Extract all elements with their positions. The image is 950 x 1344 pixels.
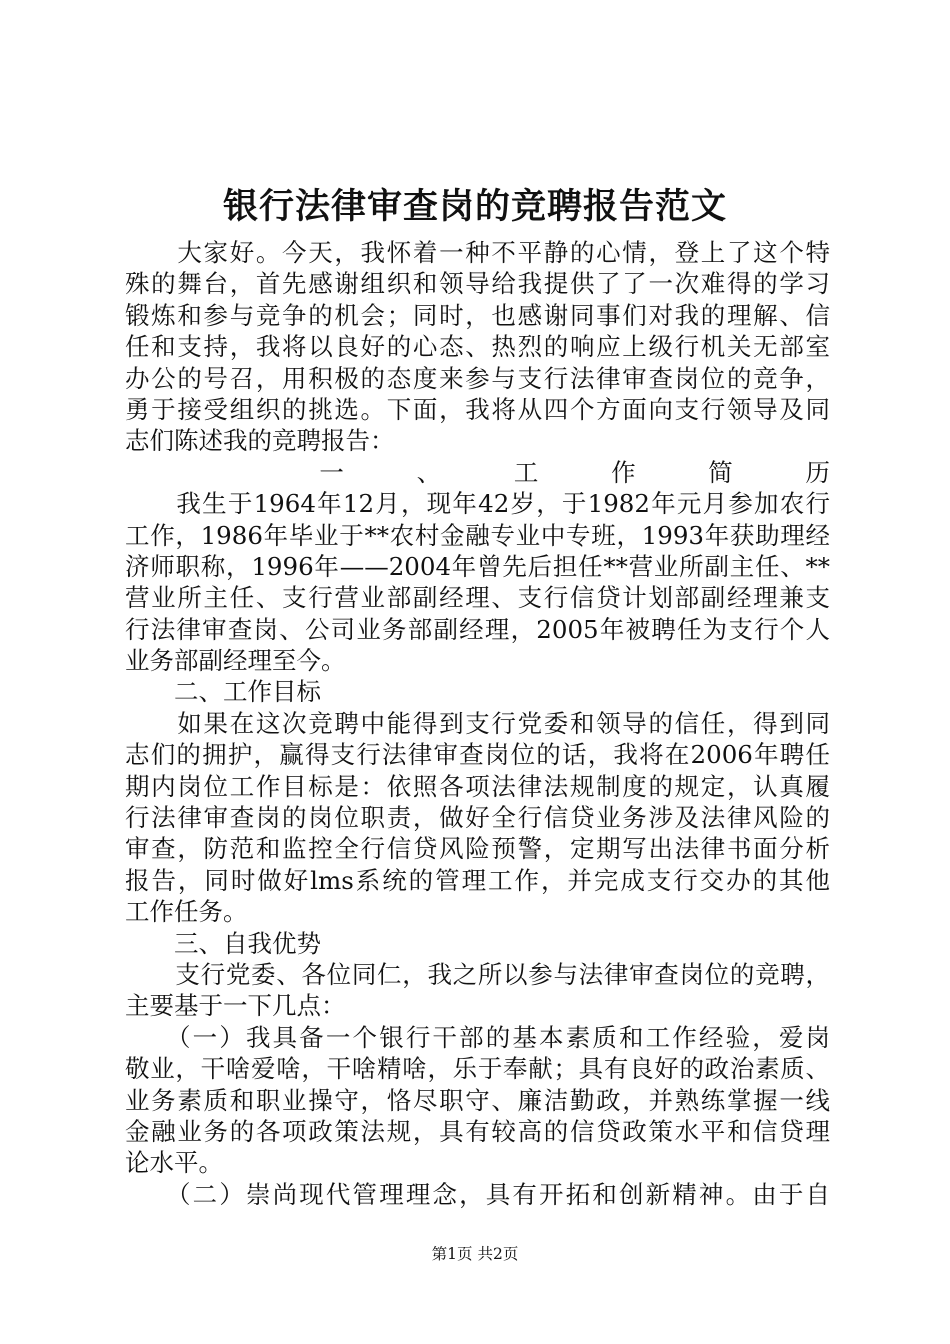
body-line: 工作任务。	[125, 897, 248, 927]
body-line: 如果在这次竞聘中能得到支行党委和领导的信任，得到同	[125, 708, 830, 738]
body-line: 金融业务的各项政策法规，具有较高的信贷政策水平和信贷理	[125, 1116, 830, 1146]
body-line: 期内岗位工作目标是：依照各项法律法规制度的规定，认真履	[125, 771, 830, 801]
body-line: 主要基于一下几点：	[125, 991, 346, 1021]
body-line: 敬业，干啥爱啥，干啥精啥，乐于奉献；具有良好的政治素质、	[125, 1054, 830, 1084]
body-line: 三、自我优势	[125, 928, 321, 958]
body-line: 办公的号召，用积极的态度来参与支行法律审查岗位的竞争，	[125, 363, 830, 393]
body-line: 殊的舞台，首先感谢组织和领导给我提供了了一次难得的学习	[125, 269, 830, 299]
body-line: 任和支持，我将以良好的心态、热烈的响应上级行机关无部室	[125, 332, 830, 362]
body-line: 报告，同时做好lms系统的管理工作，并完成支行交办的其他	[125, 865, 830, 895]
body-line: 支行党委、各位同仁，我之所以参与法律审查岗位的竞聘，	[125, 959, 830, 989]
body-line: 营业所主任、支行营业部副经理、支行信贷计划部副经理兼支	[125, 583, 830, 613]
body-line: 审查，防范和监控全行信贷风险预警，定期写出法律书面分析	[125, 834, 830, 864]
body-line: 勇于接受组织的挑选。下面，我将从四个方面向支行领导及同	[125, 394, 830, 424]
body-line: 业务素质和职业操守，恪尽职守、廉洁勤政，并熟练掌握一线	[125, 1085, 830, 1115]
document-title: 银行法律审查岗的竞聘报告范文	[222, 186, 727, 227]
page-footer: 第1页 共2页	[431, 1245, 519, 1263]
body-line: 二、工作目标	[125, 677, 321, 707]
body-line: 一、工作简历	[125, 457, 830, 487]
body-line: （一）我具备一个银行干部的基本素质和工作经验，爱岗	[125, 1022, 830, 1052]
document-body	[125, 237, 830, 1210]
body-line: 行法律审查岗、公司业务部副经理，2005年被聘任为支行个人	[125, 614, 830, 644]
body-line: 论水平。	[125, 1148, 223, 1178]
body-line: 我生于1964年12月，现年42岁，于1982年元月参加农行	[125, 489, 830, 519]
body-line: 工作，1986年毕业于**农村金融专业中专班，1993年获助理经	[125, 520, 830, 550]
body-line: 济师职称，1996年——2004年曾先后担任**营业所副主任、**	[125, 551, 830, 581]
body-line: 志们的拥护，赢得支行法律审查岗位的话，我将在2006年聘任	[125, 740, 830, 770]
body-line: 锻炼和参与竞争的机会；同时，也感谢同事们对我的理解、信	[125, 300, 830, 330]
body-line: 大家好。今天，我怀着一种不平静的心情，登上了这个特	[125, 238, 830, 267]
body-line: 行法律审查岗的岗位职责，做好全行信贷业务涉及法律风险的	[125, 803, 830, 833]
body-line: 业务部副经理至今。	[125, 646, 346, 676]
body-line: （二）崇尚现代管理理念，具有开拓和创新精神。由于自	[125, 1179, 830, 1209]
body-line: 志们陈述我的竞聘报告：	[125, 426, 395, 456]
